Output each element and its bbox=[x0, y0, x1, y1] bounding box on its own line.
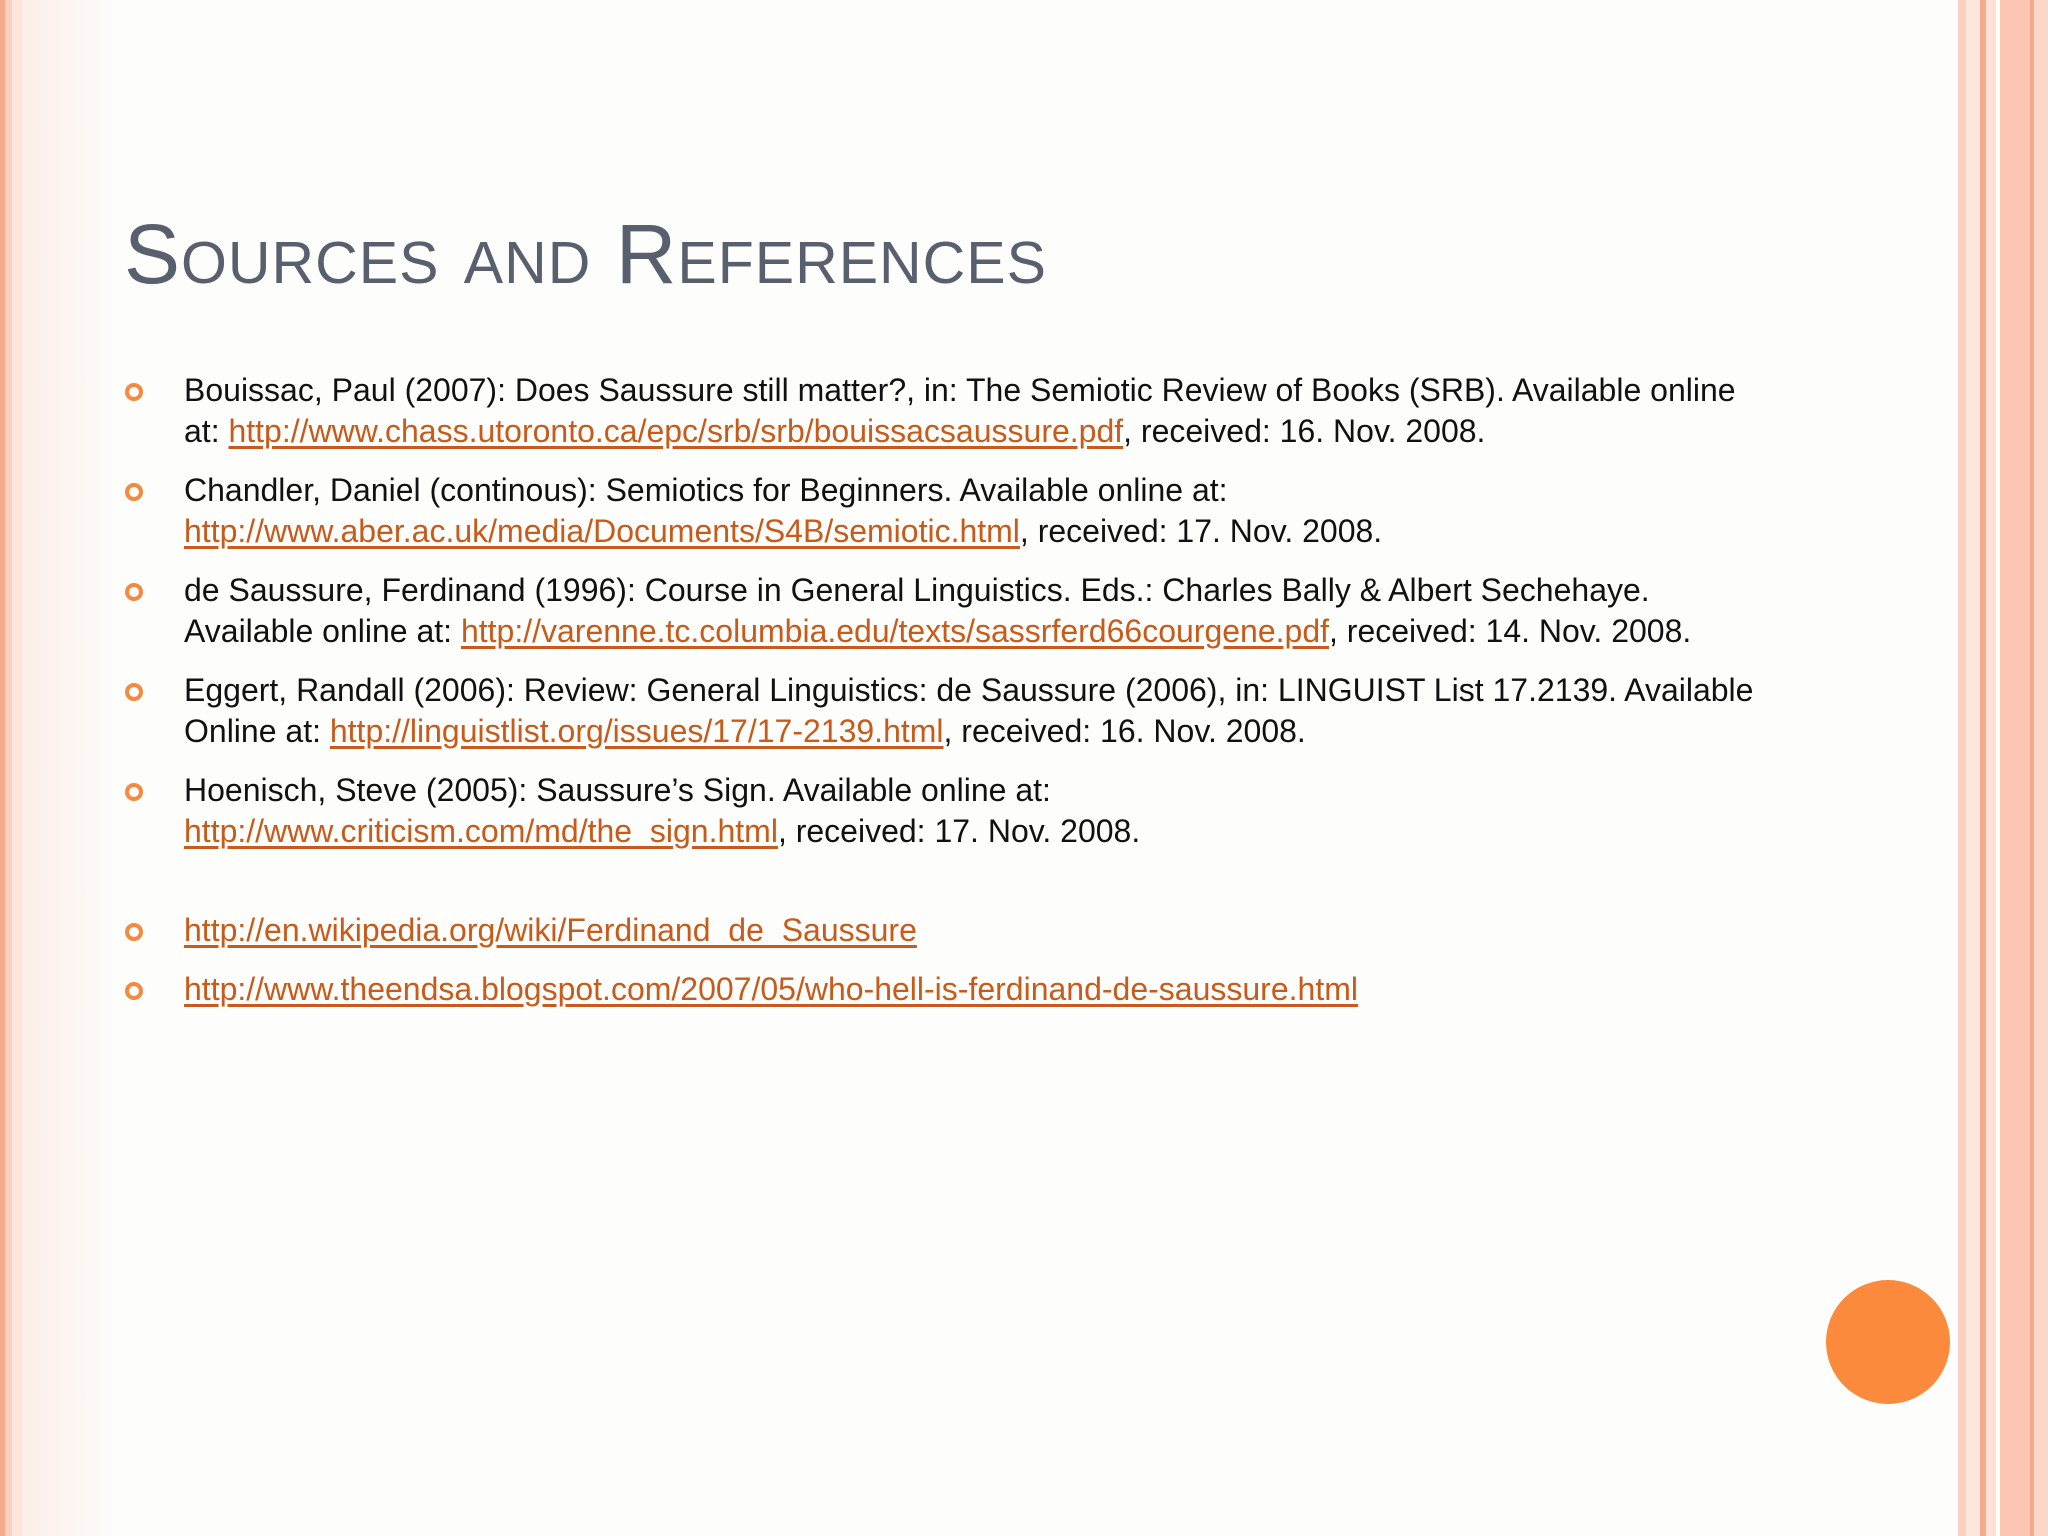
reference-received: , received: 17. Nov. 2008. bbox=[1019, 513, 1383, 549]
reference-received: , received: 16. Nov. 2008. bbox=[943, 713, 1306, 749]
list-item bbox=[124, 370, 1764, 452]
left-decorative-border bbox=[0, 0, 22, 1536]
left-border-shade bbox=[22, 0, 112, 1536]
list-item bbox=[124, 969, 1764, 1010]
list-item bbox=[124, 910, 1764, 951]
reference-link[interactable]: http://www.theendsa.blogspot.com/2007/05/who-hell-is-ferdinand-de-saussure.html bbox=[184, 971, 1358, 1007]
circle-bullet-icon bbox=[125, 783, 143, 801]
reference-text: de Saussure, Ferdinand (1996): Course in General Linguistics. Eds.: Charles Bally & Albert Sechehaye. Available online at: bbox=[184, 572, 1650, 649]
reference-received: , received: 14. Nov. 2008. bbox=[1329, 613, 1692, 649]
reference-link[interactable]: http://www.aber.ac.uk/media/Documents/S4B/semiotic.html bbox=[184, 513, 1020, 549]
list-item bbox=[124, 670, 1764, 752]
reference-link[interactable]: http://www.criticism.com/md/the_sign.html bbox=[184, 813, 778, 849]
list-item bbox=[124, 770, 1764, 852]
orange-circle-decoration bbox=[1826, 1280, 1950, 1404]
right-decorative-border bbox=[1958, 0, 2048, 1536]
circle-bullet-icon bbox=[125, 683, 143, 701]
circle-bullet-icon bbox=[125, 583, 143, 601]
reference-text: Eggert, Randall (2006): Review: General Linguistics: de Saussure (2006), in: LINGUIST List 17.2139. Available Online at: bbox=[184, 672, 1754, 749]
circle-bullet-icon bbox=[125, 483, 143, 501]
reference-received: , received: 17. Nov. 2008. bbox=[777, 813, 1141, 849]
circle-bullet-icon bbox=[125, 383, 143, 401]
page-title: Sources and References bbox=[124, 207, 1047, 301]
circle-bullet-icon bbox=[125, 982, 143, 1000]
reference-list bbox=[124, 370, 1764, 1028]
list-item bbox=[124, 470, 1764, 552]
list-item bbox=[124, 570, 1764, 652]
reference-link[interactable]: http://varenne.tc.columbia.edu/texts/sassrferd66courgene.pdf bbox=[460, 613, 1329, 649]
reference-text: Chandler, Daniel (continous): Semiotics for Beginners. Available online at: bbox=[184, 472, 1228, 508]
reference-link[interactable]: http://www.chass.utoronto.ca/epc/srb/srb/bouissacsaussure.pdf bbox=[228, 413, 1124, 449]
circle-bullet-icon bbox=[125, 923, 143, 941]
reference-link[interactable]: http://en.wikipedia.org/wiki/Ferdinand_de_Saussure bbox=[184, 912, 917, 948]
reference-text: Hoenisch, Steve (2005): Saussure’s Sign. Available online at: bbox=[184, 772, 1051, 808]
reference-text: Bouissac, Paul (2007): Does Saussure still matter?, in: The Semiotic Review of Books (SRB). Available online at: bbox=[184, 372, 1736, 449]
reference-link[interactable]: http://linguistlist.org/issues/17/17-2139.html bbox=[329, 713, 944, 749]
reference-received: , received: 16. Nov. 2008. bbox=[1123, 413, 1486, 449]
